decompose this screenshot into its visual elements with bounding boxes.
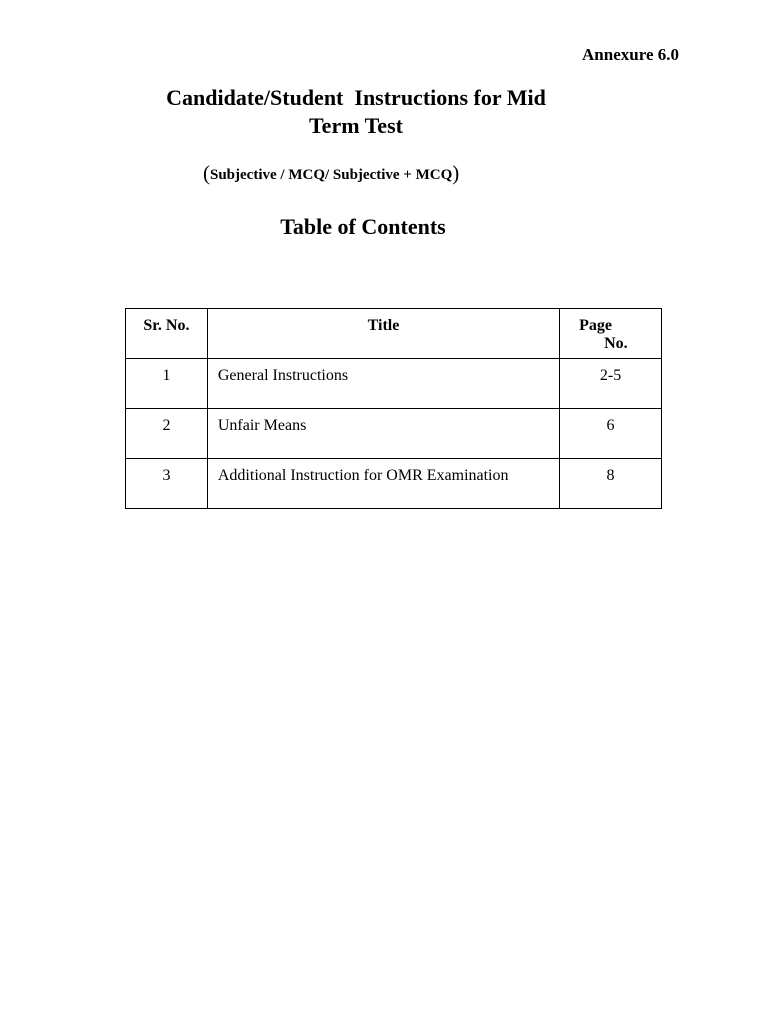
subtitle-open-paren: ( xyxy=(203,161,210,185)
row-title: Additional Instruction for OMR Examination xyxy=(207,459,559,509)
test-type-subtitle xyxy=(203,160,459,188)
row-title: General Instructions xyxy=(207,359,559,409)
row-page-no: 2-5 xyxy=(560,359,662,409)
document-title-line-1: Candidate/Student Instructions for Mid xyxy=(166,85,546,110)
row-sr-no: 2 xyxy=(126,409,208,459)
header-title: Title xyxy=(207,309,559,359)
subtitle-text: Subjective / MCQ/ Subjective + MCQ xyxy=(210,167,453,183)
table-header-row xyxy=(126,309,662,359)
row-page-no: 8 xyxy=(560,459,662,509)
subtitle-close-paren: ) xyxy=(452,161,460,185)
row-sr-no: 3 xyxy=(126,459,208,509)
table-row xyxy=(126,409,662,459)
document-title-line-2: Term Test xyxy=(309,113,403,138)
header-page-line-2: No. xyxy=(604,335,628,352)
annexure-label: Annexure 6.0 xyxy=(582,45,679,64)
row-sr-no: 1 xyxy=(126,359,208,409)
table-of-contents xyxy=(125,308,662,509)
header-sr-no: Sr. No. xyxy=(126,309,208,359)
toc-heading: Table of Contents xyxy=(280,214,446,239)
row-title: Unfair Means xyxy=(207,409,559,459)
header-page-no xyxy=(560,309,662,359)
table-row xyxy=(126,459,662,509)
document-title xyxy=(0,84,712,140)
row-page-no: 6 xyxy=(560,409,662,459)
table-row xyxy=(126,359,662,409)
header-page-line-1: Page xyxy=(579,317,612,334)
